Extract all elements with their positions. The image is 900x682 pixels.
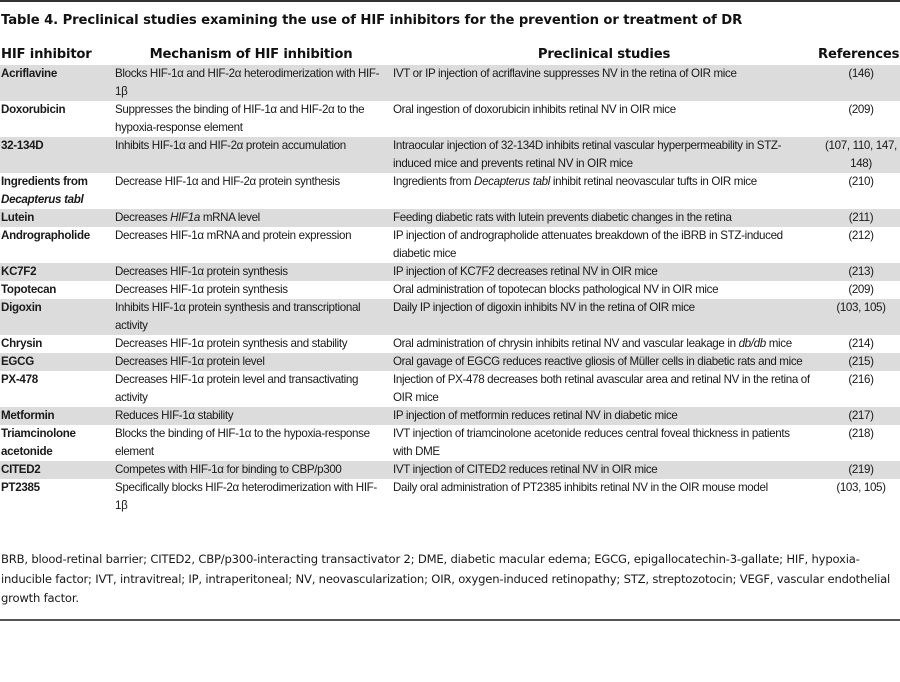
cell-mechanism: Decreases HIF1a mRNA level (112, 209, 390, 227)
table-row (0, 479, 900, 515)
cell-references: (209) (848, 103, 874, 116)
cell-mechanism: Inhibits HIF-1α protein synthesis and transcriptional activity (112, 299, 390, 335)
cell-mechanism: Suppresses the binding of HIF-1α and HIF-2α to the hypoxia-response element (115, 103, 365, 134)
cell-hif-inhibitor: PT2385 (1, 481, 40, 494)
cell-hif-inhibitor: Lutein (0, 209, 112, 227)
table-row (0, 227, 900, 263)
cell-hif-inhibitor: Topotecan (1, 283, 57, 296)
cell-hif-inhibitor: PX-478 (1, 373, 38, 386)
cell-references: (215) (818, 353, 900, 371)
cell-hif-inhibitor: Chrysin (1, 337, 43, 350)
cell-preclinical-studies: Oral ingestion of doxorubicin inhibits retinal NV in OIR mice (393, 103, 676, 116)
header-references: References (818, 47, 900, 62)
table-row (0, 425, 900, 461)
cell-preclinical-studies: Feeding diabetic rats with lutein prevents diabetic changes in the retina (390, 209, 818, 227)
cell-preclinical-studies: Oral administration of chrysin inhibits retinal NV and vascular leakage in db/db mice (393, 337, 792, 350)
cell-references: (214) (848, 337, 874, 350)
cell-references: (209) (848, 283, 874, 296)
cell-mechanism: Decreases HIF-1α protein synthesis (115, 283, 288, 296)
cell-preclinical-studies: IVT injection of CITED2 reduces retinal NV in OIR mice (390, 461, 818, 479)
table-row (0, 407, 900, 425)
top-rule (0, 0, 900, 2)
cell-mechanism: Reduces HIF-1α stability (112, 407, 390, 425)
cell-preclinical-studies: IP injection of KC7F2 decreases retinal NV in OIR mice (390, 263, 818, 281)
italic-term: Decapterus tabl (474, 175, 550, 188)
cell-mechanism: Decrease HIF-1α and HIF-2α protein synthesis (115, 175, 340, 188)
cell-references: (211) (818, 209, 900, 227)
cell-references: (213) (818, 263, 900, 281)
cell-preclinical-studies: Daily IP injection of digoxin inhibits NV in the retina of OIR mice (390, 299, 818, 335)
cell-references: (107, 110, 147, 148) (818, 137, 900, 173)
cell-references: (103, 105) (836, 481, 886, 494)
cell-hif-inhibitor: Ingredients from Decapterus tabl (1, 175, 88, 206)
cell-preclinical-studies: IP injection of metformin reduces retinal NV in diabetic mice (390, 407, 818, 425)
table-row (0, 371, 900, 407)
italic-term: HIF1a (170, 211, 200, 224)
table-row (0, 353, 900, 371)
cell-mechanism: Decreases HIF-1α protein synthesis and stability (115, 337, 348, 350)
cell-mechanism: Inhibits HIF-1α and HIF-2α protein accumulation (112, 137, 390, 173)
cell-mechanism: Decreases HIF-1α protein synthesis (112, 263, 390, 281)
cell-references: (146) (818, 65, 900, 101)
cell-preclinical-studies: IP injection of andrographolide attenuates breakdown of the iBRB in STZ-induced diabetic mice (393, 229, 783, 260)
table-row (0, 137, 900, 173)
cell-hif-inhibitor: CITED2 (0, 461, 112, 479)
cell-mechanism: Decreases HIF-1α mRNA and protein expression (115, 229, 352, 242)
italic-term: Decapterus tabl (1, 193, 84, 206)
cell-preclinical-studies: Oral administration of topotecan blocks pathological NV in OIR mice (393, 283, 719, 296)
cell-hif-inhibitor: Triamcinolone acetonide (1, 427, 76, 458)
cell-preclinical-studies: Ingredients from Decapterus tabl inhibit retinal neovascular tufts in OIR mice (393, 175, 757, 188)
cell-preclinical-studies: Injection of PX-478 decreases both retinal avascular area and retinal NV in the retina of OIR mice (393, 373, 810, 404)
cell-hif-inhibitor: EGCG (0, 353, 112, 371)
cell-references: (212) (848, 229, 874, 242)
cell-mechanism: Blocks HIF-1α and HIF-2α heterodimerization with HIF-1β (112, 65, 390, 101)
cell-preclinical-studies: Daily oral administration of PT2385 inhibits retinal NV in the OIR mouse model (393, 481, 768, 494)
bottom-rule (0, 619, 900, 621)
table-row (0, 335, 900, 353)
table-body (0, 65, 900, 515)
table-row (0, 299, 900, 335)
cell-references: (103, 105) (818, 299, 900, 335)
header-preclinical-studies: Preclinical studies (537, 47, 671, 62)
cell-mechanism: Decreases HIF-1α protein level and transactivating activity (115, 373, 359, 404)
cell-references: (216) (848, 373, 874, 386)
cell-mechanism: Blocks the binding of HIF-1α to the hypoxia-response element (115, 427, 370, 458)
italic-term: db/db (738, 337, 766, 350)
table-header-row (0, 44, 900, 65)
cell-mechanism: Decreases HIF-1α protein level (112, 353, 390, 371)
cell-hif-inhibitor: Doxorubicin (1, 103, 66, 116)
cell-hif-inhibitor: 32-134D (0, 137, 112, 173)
cell-mechanism: Competes with HIF-1α for binding to CBP/p300 (112, 461, 390, 479)
table-row (0, 461, 900, 479)
header-mechanism: Mechanism of HIF inhibition (149, 47, 353, 62)
table-title: Table 4. Preclinical studies examining the use of HIF inhibitors for the prevention or treatment of DR (1, 13, 743, 28)
cell-preclinical-studies: IVT injection of triamcinolone acetonide reduces central foveal thickness in patients with DME (393, 427, 790, 458)
cell-references: (219) (818, 461, 900, 479)
table-row (0, 101, 900, 137)
table-row (0, 281, 900, 299)
cell-references: (218) (848, 427, 874, 440)
table-row (0, 209, 900, 227)
cell-hif-inhibitor: Metformin (0, 407, 112, 425)
hif-inhibitors-table (0, 44, 900, 515)
table-footnote: BRB, blood-retinal barrier; CITED2, CBP/p300-interacting transactivator 2; DME, diabetic macular edema; EGCG, epigallocatechin-3-gallate; HIF, hypoxia-inducible factor; IVT, intravitreal; IP, intraperitoneal; NV, neovascularization; OIR, oxygen-induced retinopathy; STZ, streptozotocin; VEGF, vascular endothelial growth factor. (1, 552, 891, 605)
cell-preclinical-studies: IVT or IP injection of acriflavine suppresses NV in the retina of OIR mice (390, 65, 818, 101)
cell-preclinical-studies: Intraocular injection of 32-134D inhibits retinal vascular hyperpermeability in STZ-induced mice and prevents retinal NV in OIR mice (390, 137, 818, 173)
cell-references: (210) (848, 175, 874, 188)
cell-hif-inhibitor: Andrographolide (1, 229, 90, 242)
table-row (0, 263, 900, 281)
cell-references: (217) (818, 407, 900, 425)
header-hif-inhibitor: HIF inhibitor (1, 47, 92, 62)
cell-hif-inhibitor: Digoxin (0, 299, 112, 335)
table-row (0, 65, 900, 101)
table-row (0, 173, 900, 209)
cell-mechanism: Specifically blocks HIF-2α heterodimerization with HIF-1β (115, 481, 377, 512)
cell-preclinical-studies: Oral gavage of EGCG reduces reactive gliosis of Müller cells in diabetic rats and mice (390, 353, 818, 371)
cell-hif-inhibitor: KC7F2 (0, 263, 112, 281)
cell-hif-inhibitor: Acriflavine (0, 65, 112, 101)
